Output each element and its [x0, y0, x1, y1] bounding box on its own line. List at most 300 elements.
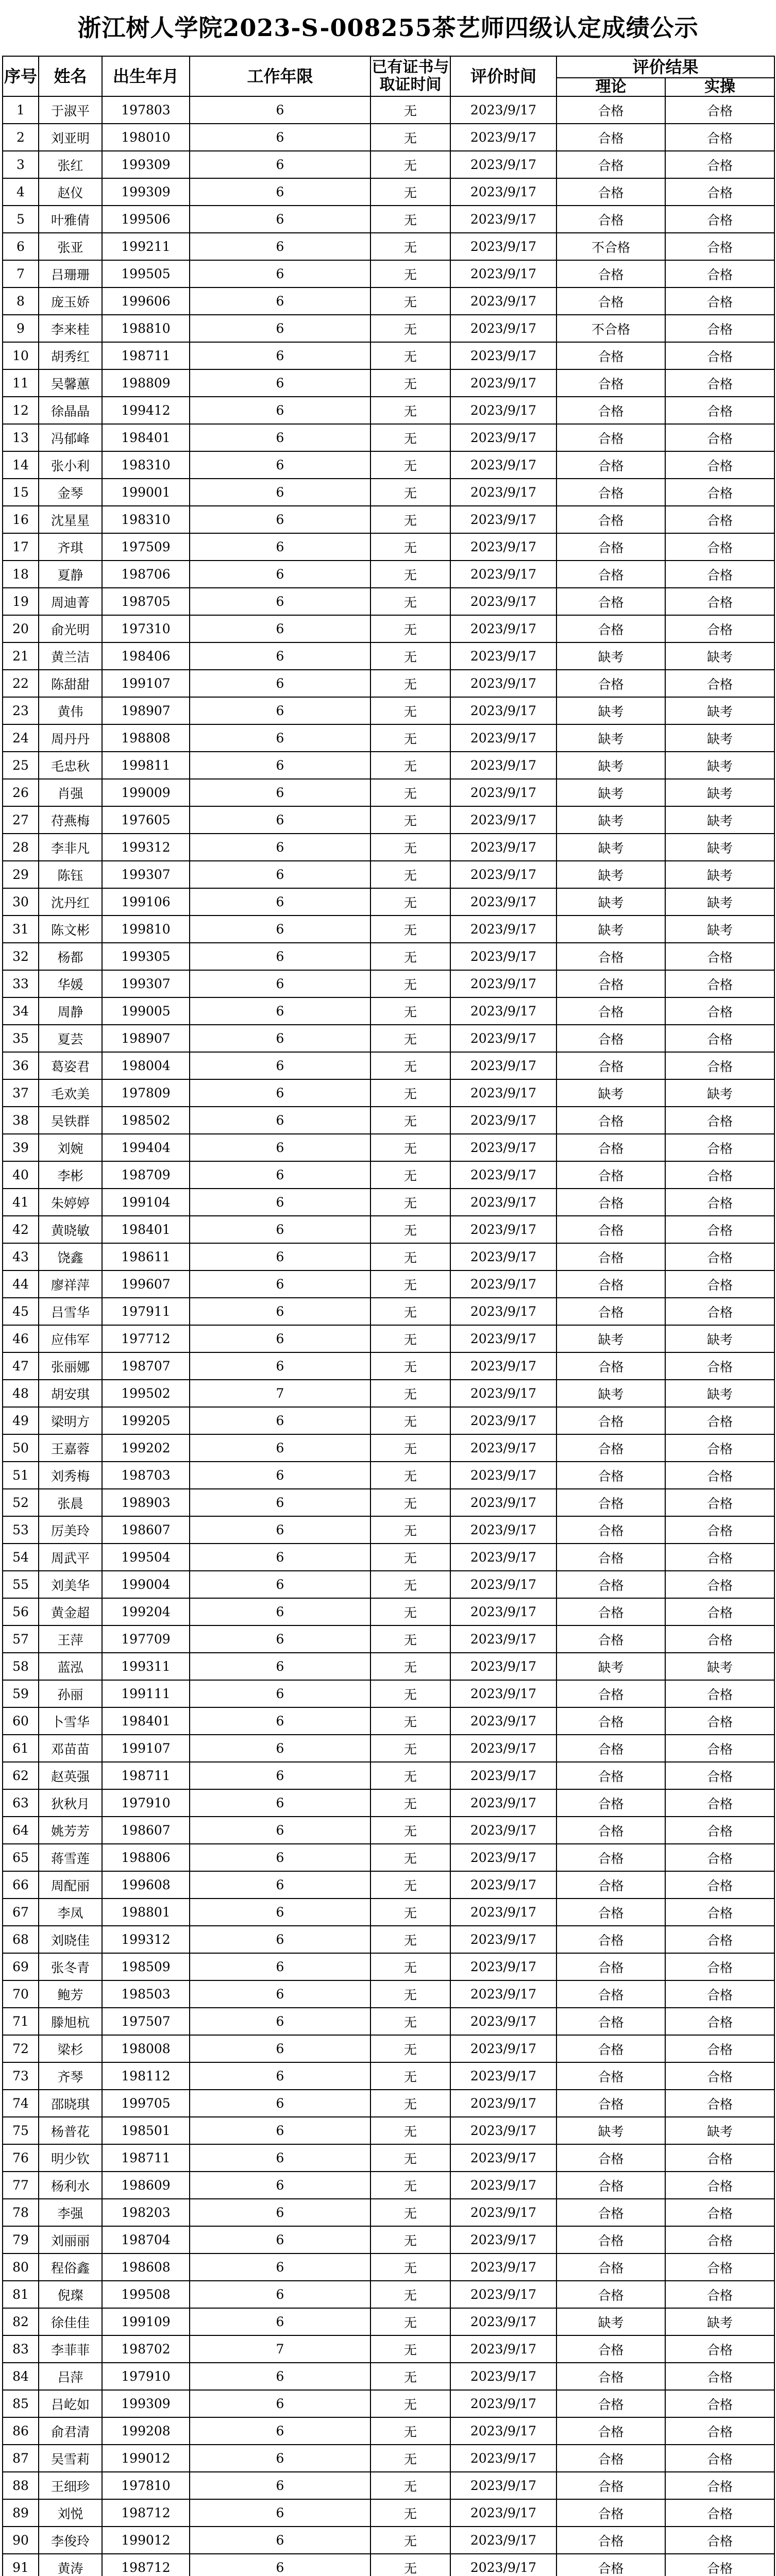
- cell-birth: 199502: [102, 1380, 190, 1407]
- cell-years: 6: [190, 670, 370, 697]
- cell-cert: 无: [370, 369, 450, 397]
- cell-date: 2023/9/17: [450, 1270, 556, 1298]
- cell-name: 陈文彬: [39, 916, 102, 943]
- results-table: [2, 56, 775, 2576]
- cell-no: 22: [3, 670, 39, 697]
- cell-date: 2023/9/17: [450, 1407, 556, 1434]
- cell-birth: 199106: [102, 888, 190, 916]
- cell-birth: 198609: [102, 2172, 190, 2199]
- cell-name: 吕雪华: [39, 1298, 102, 1325]
- cell-cert: 无: [370, 342, 450, 369]
- cell-no: 39: [3, 1134, 39, 1161]
- cell-theory: 合格: [556, 506, 665, 533]
- table-row: [3, 1189, 774, 1216]
- cell-practice: 缺考: [665, 2308, 774, 2335]
- cell-theory: 合格: [556, 943, 665, 970]
- cell-cert: 无: [370, 397, 450, 424]
- cell-birth: 198709: [102, 1161, 190, 1189]
- cell-no: 51: [3, 1462, 39, 1489]
- cell-practice: 合格: [665, 2199, 774, 2226]
- cell-date: 2023/9/17: [450, 1516, 556, 1544]
- cell-theory: 缺考: [556, 724, 665, 752]
- cell-no: 70: [3, 1980, 39, 2008]
- cell-no: 79: [3, 2226, 39, 2253]
- table-row: [3, 1680, 774, 1707]
- cell-name: 周迪菁: [39, 588, 102, 615]
- cell-date: 2023/9/17: [450, 2472, 556, 2499]
- cell-theory: 合格: [556, 124, 665, 151]
- cell-no: 72: [3, 2035, 39, 2062]
- cell-no: 31: [3, 916, 39, 943]
- cell-years: 6: [190, 2035, 370, 2062]
- cell-cert: 无: [370, 1899, 450, 1926]
- cell-date: 2023/9/17: [450, 2390, 556, 2417]
- cell-birth: 198010: [102, 124, 190, 151]
- cell-theory: 合格: [556, 1817, 665, 1844]
- cell-name: 廖祥萍: [39, 1270, 102, 1298]
- cell-theory: 合格: [556, 451, 665, 479]
- cell-cert: 无: [370, 206, 450, 233]
- cell-birth: 199811: [102, 752, 190, 779]
- cell-cert: 无: [370, 1216, 450, 1243]
- cell-cert: 无: [370, 1953, 450, 1980]
- cell-years: 6: [190, 2199, 370, 2226]
- table-row: [3, 1571, 774, 1598]
- cell-no: 65: [3, 1844, 39, 1871]
- cell-name: 刘丽丽: [39, 2226, 102, 2253]
- cell-no: 82: [3, 2308, 39, 2335]
- cell-name: 倪璨: [39, 2281, 102, 2308]
- header-years: 工作年限: [190, 56, 370, 96]
- cell-years: 7: [190, 2335, 370, 2363]
- cell-theory: 合格: [556, 287, 665, 315]
- cell-date: 2023/9/17: [450, 1489, 556, 1516]
- cell-no: 3: [3, 151, 39, 178]
- cell-no: 61: [3, 1735, 39, 1762]
- cell-practice: 合格: [665, 1243, 774, 1270]
- cell-years: 6: [190, 2554, 370, 2576]
- cell-years: 6: [190, 342, 370, 369]
- cell-date: 2023/9/17: [450, 233, 556, 260]
- cell-date: 2023/9/17: [450, 424, 556, 451]
- table-row: [3, 2226, 774, 2253]
- cell-theory: 缺考: [556, 806, 665, 834]
- cell-no: 40: [3, 1161, 39, 1189]
- cell-practice: 合格: [665, 260, 774, 287]
- cell-theory: 合格: [556, 2226, 665, 2253]
- header-cert: 已有证书与取证时间: [370, 56, 450, 96]
- cell-theory: 合格: [556, 2144, 665, 2172]
- cell-birth: 197709: [102, 1625, 190, 1653]
- cell-name: 刘秀梅: [39, 1462, 102, 1489]
- cell-no: 60: [3, 1707, 39, 1735]
- cell-years: 6: [190, 697, 370, 724]
- cell-practice: 合格: [665, 2499, 774, 2527]
- cell-theory: 合格: [556, 424, 665, 451]
- cell-cert: 无: [370, 2281, 450, 2308]
- cell-date: 2023/9/17: [450, 2117, 556, 2144]
- cell-practice: 缺考: [665, 779, 774, 806]
- cell-birth: 198810: [102, 315, 190, 342]
- cell-birth: 198607: [102, 1817, 190, 1844]
- table-row: [3, 1953, 774, 1980]
- cell-no: 45: [3, 1298, 39, 1325]
- cell-cert: 无: [370, 260, 450, 287]
- cell-name: 徐晶晶: [39, 397, 102, 424]
- cell-birth: 197310: [102, 615, 190, 642]
- cell-birth: 199504: [102, 1544, 190, 1571]
- cell-birth: 198712: [102, 2499, 190, 2527]
- table-row: [3, 997, 774, 1025]
- cell-name: 狄秋月: [39, 1789, 102, 1817]
- cell-practice: 合格: [665, 1680, 774, 1707]
- table-row: [3, 1352, 774, 1380]
- cell-practice: 合格: [665, 561, 774, 588]
- cell-date: 2023/9/17: [450, 970, 556, 997]
- cell-birth: 199204: [102, 1598, 190, 1625]
- cell-name: 蓝泓: [39, 1653, 102, 1680]
- cell-practice: 合格: [665, 1434, 774, 1462]
- cell-date: 2023/9/17: [450, 369, 556, 397]
- table-row: [3, 806, 774, 834]
- table-row: [3, 124, 774, 151]
- cell-no: 42: [3, 1216, 39, 1243]
- cell-date: 2023/9/17: [450, 1680, 556, 1707]
- cell-no: 89: [3, 2499, 39, 2527]
- cell-no: 11: [3, 369, 39, 397]
- cell-years: 6: [190, 916, 370, 943]
- cell-no: 13: [3, 424, 39, 451]
- cell-years: 6: [190, 888, 370, 916]
- cell-theory: 合格: [556, 1270, 665, 1298]
- cell-name: 俞君清: [39, 2417, 102, 2445]
- cell-practice: 合格: [665, 1107, 774, 1134]
- cell-cert: 无: [370, 997, 450, 1025]
- cell-years: 6: [190, 2527, 370, 2554]
- table-row: [3, 642, 774, 670]
- table-row: [3, 1980, 774, 2008]
- cell-date: 2023/9/17: [450, 670, 556, 697]
- cell-practice: 缺考: [665, 888, 774, 916]
- cell-cert: 无: [370, 2008, 450, 2035]
- cell-cert: 无: [370, 1926, 450, 1953]
- cell-years: 6: [190, 1243, 370, 1270]
- cell-years: 6: [190, 1298, 370, 1325]
- cell-no: 91: [3, 2554, 39, 2576]
- cell-no: 66: [3, 1871, 39, 1899]
- cell-birth: 198907: [102, 1025, 190, 1052]
- table-row: [3, 2554, 774, 2576]
- cell-practice: 合格: [665, 1844, 774, 1871]
- cell-name: 张亚: [39, 233, 102, 260]
- cell-name: 叶雅倩: [39, 206, 102, 233]
- table-row: [3, 888, 774, 916]
- cell-no: 58: [3, 1653, 39, 1680]
- cell-birth: 199312: [102, 1926, 190, 1953]
- cell-date: 2023/9/17: [450, 1107, 556, 1134]
- cell-name: 饶鑫: [39, 1243, 102, 1270]
- cell-birth: 199705: [102, 2090, 190, 2117]
- cell-theory: 缺考: [556, 834, 665, 861]
- cell-no: 15: [3, 479, 39, 506]
- cell-years: 6: [190, 2008, 370, 2035]
- cell-birth: 199508: [102, 2281, 190, 2308]
- cell-date: 2023/9/17: [450, 2144, 556, 2172]
- cell-practice: 合格: [665, 2363, 774, 2390]
- cell-name: 金琴: [39, 479, 102, 506]
- cell-no: 80: [3, 2253, 39, 2281]
- cell-years: 6: [190, 834, 370, 861]
- cell-cert: 无: [370, 1762, 450, 1789]
- cell-years: 6: [190, 1926, 370, 1953]
- cell-years: 6: [190, 1953, 370, 1980]
- cell-practice: 缺考: [665, 642, 774, 670]
- cell-no: 21: [3, 642, 39, 670]
- header-no: 序号: [3, 56, 39, 96]
- cell-name: 李彬: [39, 1161, 102, 1189]
- cell-cert: 无: [370, 1707, 450, 1735]
- table-row: [3, 2199, 774, 2226]
- cell-cert: 无: [370, 1352, 450, 1380]
- cell-name: 刘美华: [39, 1571, 102, 1598]
- cell-years: 6: [190, 506, 370, 533]
- cell-cert: 无: [370, 1980, 450, 2008]
- cell-date: 2023/9/17: [450, 1625, 556, 1653]
- cell-theory: 不合格: [556, 315, 665, 342]
- cell-theory: 合格: [556, 670, 665, 697]
- cell-birth: 197911: [102, 1298, 190, 1325]
- table-row: [3, 2172, 774, 2199]
- cell-no: 25: [3, 752, 39, 779]
- cell-practice: 合格: [665, 943, 774, 970]
- cell-cert: 无: [370, 2308, 450, 2335]
- cell-birth: 199309: [102, 178, 190, 206]
- cell-date: 2023/9/17: [450, 342, 556, 369]
- cell-practice: 合格: [665, 1980, 774, 2008]
- cell-years: 6: [190, 1134, 370, 1161]
- cell-name: 吕珊珊: [39, 260, 102, 287]
- cell-birth: 199202: [102, 1434, 190, 1462]
- cell-birth: 198703: [102, 1462, 190, 1489]
- table-row: [3, 151, 774, 178]
- cell-birth: 197809: [102, 1079, 190, 1107]
- cell-years: 6: [190, 151, 370, 178]
- cell-practice: 合格: [665, 1789, 774, 1817]
- cell-theory: 合格: [556, 1735, 665, 1762]
- cell-theory: 缺考: [556, 779, 665, 806]
- cell-birth: 198502: [102, 1107, 190, 1134]
- cell-no: 2: [3, 124, 39, 151]
- cell-birth: 198704: [102, 2226, 190, 2253]
- cell-no: 59: [3, 1680, 39, 1707]
- cell-no: 4: [3, 178, 39, 206]
- cell-practice: 合格: [665, 2144, 774, 2172]
- cell-birth: 199208: [102, 2417, 190, 2445]
- cell-years: 6: [190, 1025, 370, 1052]
- cell-birth: 199001: [102, 479, 190, 506]
- cell-cert: 无: [370, 2035, 450, 2062]
- cell-years: 6: [190, 1516, 370, 1544]
- cell-no: 44: [3, 1270, 39, 1298]
- cell-cert: 无: [370, 588, 450, 615]
- cell-name: 夏静: [39, 561, 102, 588]
- cell-name: 黄伟: [39, 697, 102, 724]
- table-row: [3, 2417, 774, 2445]
- cell-theory: 合格: [556, 997, 665, 1025]
- cell-years: 6: [190, 2090, 370, 2117]
- cell-name: 胡秀红: [39, 342, 102, 369]
- cell-no: 27: [3, 806, 39, 834]
- cell-birth: 199012: [102, 2527, 190, 2554]
- cell-date: 2023/9/17: [450, 697, 556, 724]
- cell-theory: 缺考: [556, 916, 665, 943]
- cell-birth: 198707: [102, 1352, 190, 1380]
- cell-practice: 合格: [665, 2472, 774, 2499]
- cell-name: 于淑平: [39, 96, 102, 124]
- cell-years: 6: [190, 233, 370, 260]
- cell-practice: 合格: [665, 588, 774, 615]
- table-row: [3, 533, 774, 561]
- cell-birth: 199005: [102, 997, 190, 1025]
- cell-practice: 合格: [665, 1871, 774, 1899]
- cell-date: 2023/9/17: [450, 1817, 556, 1844]
- cell-theory: 合格: [556, 1980, 665, 2008]
- cell-birth: 197910: [102, 2363, 190, 2390]
- cell-cert: 无: [370, 1270, 450, 1298]
- cell-years: 6: [190, 943, 370, 970]
- cell-date: 2023/9/17: [450, 1216, 556, 1243]
- header-date: 评价时间: [450, 56, 556, 96]
- table-body: [3, 96, 774, 2576]
- table-row: [3, 1544, 774, 1571]
- cell-date: 2023/9/17: [450, 997, 556, 1025]
- cell-cert: 无: [370, 970, 450, 997]
- cell-theory: 合格: [556, 2499, 665, 2527]
- cell-name: 赵英强: [39, 1762, 102, 1789]
- cell-years: 6: [190, 1107, 370, 1134]
- cell-date: 2023/9/17: [450, 615, 556, 642]
- cell-birth: 198112: [102, 2062, 190, 2090]
- cell-theory: 合格: [556, 561, 665, 588]
- cell-practice: 合格: [665, 2335, 774, 2363]
- cell-practice: 合格: [665, 670, 774, 697]
- cell-theory: 合格: [556, 2527, 665, 2554]
- cell-theory: 合格: [556, 1189, 665, 1216]
- cell-years: 6: [190, 2172, 370, 2199]
- cell-practice: 合格: [665, 1025, 774, 1052]
- table-header: [3, 56, 774, 96]
- cell-date: 2023/9/17: [450, 2008, 556, 2035]
- cell-theory: 缺考: [556, 1079, 665, 1107]
- cell-no: 16: [3, 506, 39, 533]
- cell-practice: 合格: [665, 615, 774, 642]
- cell-date: 2023/9/17: [450, 1079, 556, 1107]
- cell-cert: 无: [370, 96, 450, 124]
- cell-theory: 合格: [556, 1544, 665, 1571]
- cell-no: 77: [3, 2172, 39, 2199]
- cell-no: 37: [3, 1079, 39, 1107]
- cell-years: 6: [190, 1762, 370, 1789]
- cell-date: 2023/9/17: [450, 752, 556, 779]
- cell-name: 王萍: [39, 1625, 102, 1653]
- table-row: [3, 506, 774, 533]
- table-row: [3, 2472, 774, 2499]
- cell-years: 6: [190, 1625, 370, 1653]
- cell-cert: 无: [370, 697, 450, 724]
- cell-name: 胡安琪: [39, 1380, 102, 1407]
- cell-cert: 无: [370, 1079, 450, 1107]
- cell-no: 34: [3, 997, 39, 1025]
- cell-name: 赵仪: [39, 178, 102, 206]
- cell-cert: 无: [370, 2472, 450, 2499]
- table-row: [3, 2008, 774, 2035]
- cell-cert: 无: [370, 834, 450, 861]
- cell-practice: 合格: [665, 1899, 774, 1926]
- cell-cert: 无: [370, 533, 450, 561]
- cell-practice: 合格: [665, 997, 774, 1025]
- cell-practice: 合格: [665, 451, 774, 479]
- cell-name: 张晨: [39, 1489, 102, 1516]
- cell-no: 68: [3, 1926, 39, 1953]
- cell-practice: 合格: [665, 2253, 774, 2281]
- cell-birth: 199104: [102, 1189, 190, 1216]
- cell-no: 81: [3, 2281, 39, 2308]
- cell-date: 2023/9/17: [450, 1899, 556, 1926]
- cell-name: 葛姿君: [39, 1052, 102, 1079]
- cell-practice: 合格: [665, 479, 774, 506]
- cell-practice: 合格: [665, 2527, 774, 2554]
- cell-theory: 合格: [556, 1107, 665, 1134]
- cell-no: 74: [3, 2090, 39, 2117]
- cell-theory: 合格: [556, 2390, 665, 2417]
- cell-years: 6: [190, 1680, 370, 1707]
- cell-date: 2023/9/17: [450, 2253, 556, 2281]
- cell-practice: 合格: [665, 1926, 774, 1953]
- cell-date: 2023/9/17: [450, 1871, 556, 1899]
- cell-no: 69: [3, 1953, 39, 1980]
- table-row: [3, 615, 774, 642]
- cell-date: 2023/9/17: [450, 2308, 556, 2335]
- cell-years: 6: [190, 1407, 370, 1434]
- cell-cert: 无: [370, 2335, 450, 2363]
- cell-theory: 合格: [556, 2199, 665, 2226]
- cell-no: 54: [3, 1544, 39, 1571]
- cell-date: 2023/9/17: [450, 1707, 556, 1735]
- cell-practice: 合格: [665, 1407, 774, 1434]
- table-row: [3, 2363, 774, 2390]
- cell-no: 24: [3, 724, 39, 752]
- cell-practice: 合格: [665, 1625, 774, 1653]
- cell-name: 杨都: [39, 943, 102, 970]
- cell-no: 87: [3, 2445, 39, 2472]
- cell-birth: 199004: [102, 1571, 190, 1598]
- table-row: [3, 1516, 774, 1544]
- cell-practice: 合格: [665, 2172, 774, 2199]
- cell-name: 俞光明: [39, 615, 102, 642]
- cell-no: 71: [3, 2008, 39, 2035]
- table-row: [3, 96, 774, 124]
- cell-theory: 缺考: [556, 1653, 665, 1680]
- cell-date: 2023/9/17: [450, 1598, 556, 1625]
- cell-theory: 合格: [556, 1926, 665, 1953]
- cell-cert: 无: [370, 1735, 450, 1762]
- table-row: [3, 779, 774, 806]
- cell-no: 84: [3, 2363, 39, 2390]
- cell-years: 6: [190, 96, 370, 124]
- cell-theory: 合格: [556, 2172, 665, 2199]
- cell-theory: 合格: [556, 1052, 665, 1079]
- cell-cert: 无: [370, 1516, 450, 1544]
